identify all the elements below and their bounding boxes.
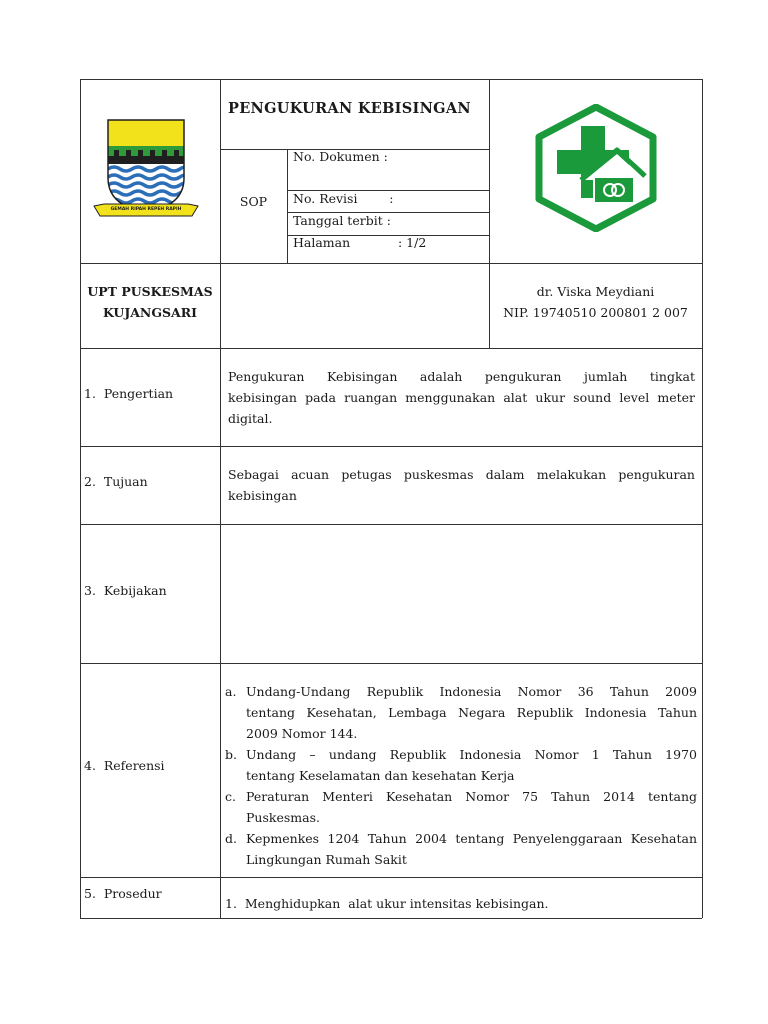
- list-line: Kepmenkes 1204 Tahun 2004 tentang Penyelenggaraan Kesehatan: [246, 831, 697, 846]
- tujuan-line: Sebagai acuan petugas puskesmas dalam melakukan pengukuran: [228, 467, 695, 482]
- revision-label: No. Revisi :: [293, 191, 394, 206]
- pengertian-line: digital.: [228, 411, 273, 426]
- tujuan-line: kebisingan: [228, 488, 297, 503]
- section-label-pengertian: 1. Pengertian: [84, 386, 174, 401]
- section-label-prosedur: 5. Prosedur: [84, 886, 162, 901]
- signer-name: dr. Viska Meydiani: [536, 284, 655, 299]
- puskesmas-logo: [533, 104, 659, 232]
- list-line: tentang Kesehatan, Lembaga Negara Republik Indonesia Tahun: [246, 705, 697, 720]
- list-line: tentang Keselamatan dan kesehatan Kerja: [246, 768, 515, 783]
- pengertian-line: Pengukuran Kebisingan adalah pengukuran jumlah tingkat: [228, 369, 695, 384]
- list-item: [225, 681, 697, 744]
- list-marker: d.: [225, 831, 237, 846]
- org-name-line1: UPT PUSKESMAS: [87, 284, 213, 299]
- document-title: PENGUKURAN KEBISINGAN: [228, 100, 471, 117]
- doc-number-label: No. Dokumen :: [293, 149, 388, 164]
- list-line: Puskesmas.: [246, 810, 320, 825]
- list-line: 2009 Nomor 144.: [246, 726, 358, 741]
- prosedur-step: 1. Menghidupkan alat ukur intensitas kebisingan.: [225, 896, 549, 911]
- list-item: [225, 786, 697, 828]
- list-item: [225, 828, 697, 870]
- section-label-tujuan: 2. Tujuan: [84, 474, 148, 489]
- list-line: Peraturan Menteri Kesehatan Nomor 75 Tahun 2014 tentang: [246, 789, 697, 804]
- signer-nip: NIP. 19740510 200801 2 007: [503, 305, 688, 320]
- list-marker: c.: [225, 789, 236, 804]
- section-label-referensi: 4. Referensi: [84, 758, 165, 773]
- page-label: Halaman: [293, 235, 351, 250]
- sop-label: SOP: [239, 194, 268, 209]
- org-name-line2: KUJANGSARI: [103, 305, 197, 320]
- list-line: Lingkungan Rumah Sakit: [246, 852, 407, 867]
- crest-motto: GEMAH RIPAH REPEH RAPIH: [110, 207, 182, 212]
- list-marker: a.: [225, 684, 237, 699]
- page-value: : 1/2: [398, 235, 427, 250]
- section-body-pengertian: [228, 366, 695, 429]
- pengertian-line: kebisingan pada ruangan menggunakan alat ukur sound level meter: [228, 390, 695, 405]
- section-label-kebijakan: 3. Kebijakan: [84, 583, 167, 598]
- issue-date-label: Tanggal terbit :: [293, 213, 391, 228]
- list-item: [225, 744, 697, 786]
- list-line: Undang – undang Republik Indonesia Nomor 1 Tahun 1970: [246, 747, 697, 762]
- puskesmas-cross-logo-icon: [533, 104, 659, 232]
- section-body-tujuan: [228, 464, 695, 506]
- list-line: Undang-Undang Republik Indonesia Nomor 36 Tahun 2009: [246, 684, 697, 699]
- list-marker: b.: [225, 747, 237, 762]
- west-java-crest-logo: [92, 116, 200, 224]
